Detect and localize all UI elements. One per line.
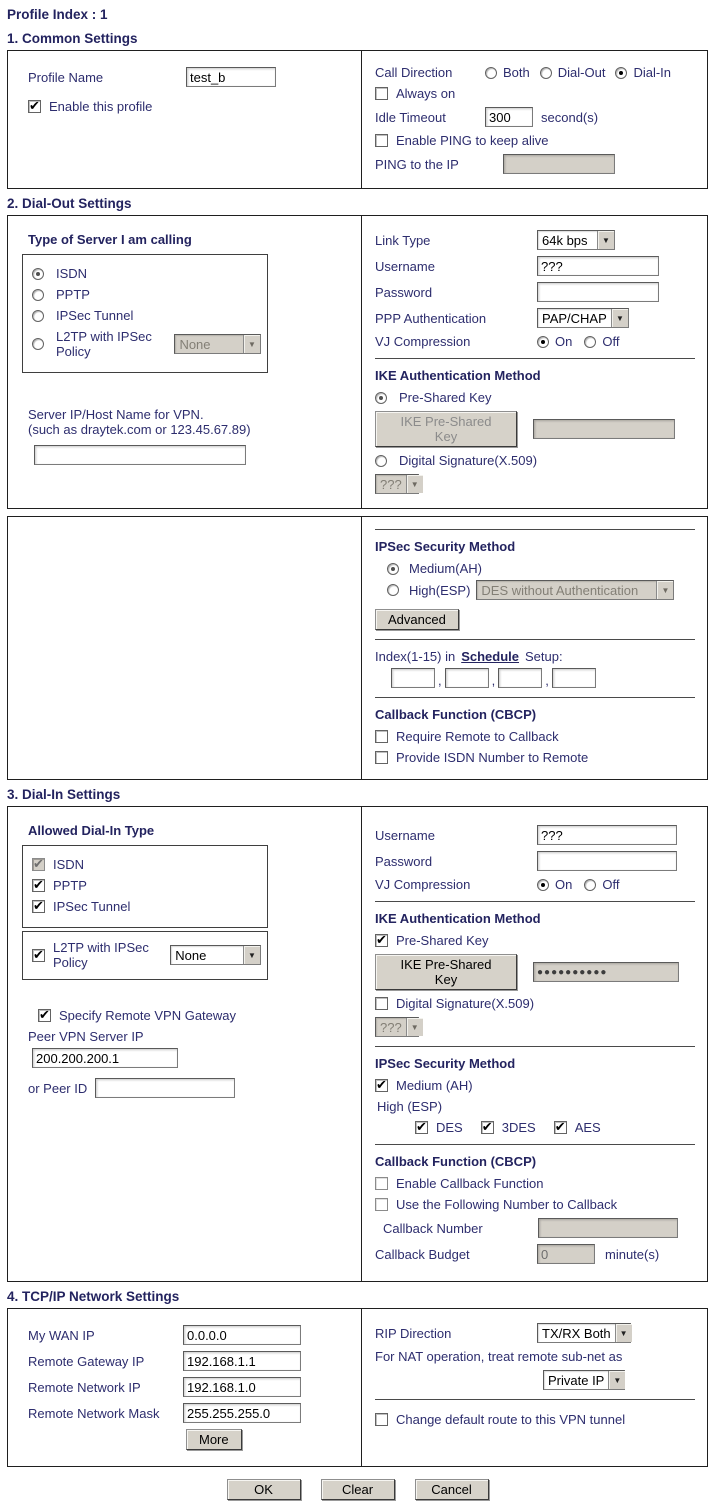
dialout-vj-label: VJ Compression: [375, 334, 471, 349]
cancel-button[interactable]: Cancel: [415, 1479, 489, 1500]
spacer: [0, 509, 715, 516]
remote-network-mask-input[interactable]: [183, 1403, 301, 1423]
ping-ip-input: [503, 154, 615, 174]
dial-out-box-bottom: [7, 516, 708, 780]
nat-subnet-select[interactable]: Private IP ▼: [543, 1370, 625, 1390]
dialin-vj-on-radio[interactable]: [537, 879, 549, 891]
dial-out-right: [361, 216, 707, 508]
chevron-down-icon: [608, 1371, 625, 1389]
dialin-medium-checkbox[interactable]: [375, 1079, 388, 1092]
specify-gateway-label: Specify Remote VPN Gateway: [59, 1008, 237, 1023]
server-ip-input[interactable]: [34, 445, 246, 465]
nat-operation-label: For NAT operation, treat remote sub-net as: [375, 1349, 623, 1364]
schedule-index-4-input[interactable]: [552, 668, 596, 688]
dialout-pptp-radio[interactable]: [32, 289, 44, 301]
dialout-password-label: Password: [375, 284, 433, 300]
dialin-pptp-checkbox[interactable]: [32, 879, 45, 892]
dialin-username-input[interactable]: [537, 825, 677, 845]
call-direction-dialin-radio[interactable]: [615, 67, 627, 79]
chevron-down-icon: [656, 581, 673, 599]
dialin-ipsec-checkbox[interactable]: [32, 900, 45, 913]
schedule-link[interactable]: Schedule: [461, 649, 520, 664]
call-direction-dialin-label: Dial-In: [633, 65, 672, 80]
tcpip-settings-title: 4. TCP/IP Network Settings: [7, 1289, 180, 1304]
divider: [375, 1144, 695, 1145]
call-direction-both-label: Both: [503, 65, 530, 80]
dialout-high-label: High(ESP): [409, 582, 471, 598]
dialin-medium-label: Medium (AH): [396, 1078, 473, 1093]
aes-checkbox[interactable]: [554, 1121, 567, 1134]
enable-profile-label: Enable this profile: [49, 99, 153, 114]
callback-budget-input: [537, 1244, 595, 1264]
dial-out-right-2: [361, 517, 707, 779]
schedule-index-2-input[interactable]: [445, 668, 489, 688]
call-direction-label: Call Direction: [375, 65, 453, 80]
enable-ping-label: Enable PING to keep alive: [396, 133, 549, 148]
use-number-callback-label: Use the Following Number to Callback: [396, 1197, 618, 1212]
ppp-auth-select[interactable]: PAP/CHAP ▼: [537, 308, 629, 328]
dialin-cert-select: ??? ▼: [375, 1017, 419, 1037]
dialout-ipsec-label: IPSec Tunnel: [56, 308, 134, 323]
idle-timeout-unit: second(s): [541, 109, 599, 125]
advanced-button[interactable]: Advanced: [375, 609, 459, 630]
idle-timeout-label: Idle Timeout: [375, 109, 446, 125]
dialout-esp-select: DES without Authentication ▼: [476, 580, 674, 600]
common-settings-title: 1. Common Settings: [7, 31, 138, 46]
clear-button[interactable]: Clear: [321, 1479, 395, 1500]
dialout-digsig-label: Digital Signature(X.509): [399, 453, 538, 468]
rip-direction-select[interactable]: TX/RX Both ▼: [537, 1323, 631, 1343]
dialout-cert-select: ??? ▼: [375, 474, 419, 494]
remote-network-ip-input[interactable]: [183, 1377, 301, 1397]
link-type-label: Link Type: [375, 232, 431, 248]
peer-ip-input[interactable]: [32, 1048, 178, 1068]
dialout-isdn-radio[interactable]: [32, 268, 44, 280]
enable-callback-checkbox: [375, 1177, 388, 1190]
dialin-l2tp-checkbox[interactable]: [32, 949, 45, 962]
server-type-heading: Type of Server I am calling: [28, 232, 192, 247]
require-callback-checkbox[interactable]: [375, 730, 388, 743]
divider: [375, 901, 695, 902]
callback-number-label: Callback Number: [383, 1220, 483, 1236]
change-default-route-label: Change default route to this VPN tunnel: [396, 1412, 626, 1427]
more-button[interactable]: More: [186, 1429, 242, 1450]
dialout-ike-key-input: [533, 419, 675, 439]
dialin-password-input[interactable]: [537, 851, 677, 871]
remote-network-mask-label: Remote Network Mask: [28, 1405, 160, 1421]
callback-budget-label: Callback Budget: [375, 1246, 470, 1262]
dialout-l2tp-policy-select: None ▼: [174, 334, 261, 354]
peer-ip-label: Peer VPN Server IP: [28, 1029, 144, 1044]
divider: [375, 1399, 695, 1400]
dialout-vj-on-radio[interactable]: [537, 336, 549, 348]
allowed-dialin-group: [22, 845, 268, 928]
dialin-pptp-label: PPTP: [53, 878, 87, 893]
3des-checkbox[interactable]: [481, 1121, 494, 1134]
remote-network-ip-label: Remote Network IP: [28, 1379, 141, 1395]
dialin-isdn-checkbox: [32, 858, 45, 871]
chevron-down-icon: [597, 231, 614, 249]
link-type-select[interactable]: 64k bps ▼: [537, 230, 615, 250]
dialin-l2tp-label: L2TP with IPSec Policy: [53, 940, 149, 970]
dial-in-right: [361, 807, 707, 1281]
server-ip-caption-2: (such as draytek.com or 123.45.67.89): [28, 422, 251, 437]
callback-number-input: [538, 1218, 678, 1238]
dialin-vj-off-label: Off: [602, 877, 620, 892]
dialin-vj-on-label: On: [555, 877, 573, 892]
dialout-ipsec-radio[interactable]: [32, 310, 44, 322]
dialout-l2tp-label: L2TP with IPSec Policy: [56, 329, 152, 359]
idle-timeout-input[interactable]: [485, 107, 533, 127]
dialin-ike-heading: IKE Authentication Method: [375, 911, 541, 926]
des-checkbox[interactable]: [415, 1121, 428, 1134]
dialin-psk-checkbox[interactable]: [375, 934, 388, 947]
provide-isdn-label: Provide ISDN Number to Remote: [396, 750, 589, 765]
dialin-callback-heading: Callback Function (CBCP): [375, 1154, 537, 1169]
my-wan-ip-label: My WAN IP: [28, 1327, 95, 1343]
l2tp-group: [22, 931, 268, 980]
peer-id-label: or Peer ID: [28, 1080, 88, 1096]
rip-direction-label: RIP Direction: [375, 1325, 452, 1341]
call-direction-both-radio[interactable]: [485, 67, 497, 79]
dialin-high-label: High (ESP): [377, 1099, 443, 1114]
dialout-username-input[interactable]: [537, 256, 659, 276]
profile-name-label: Profile Name: [28, 69, 104, 85]
schedule-index-1-input[interactable]: [391, 668, 435, 688]
use-number-callback-checkbox: [375, 1198, 388, 1211]
dialin-isdn-label: ISDN: [53, 857, 85, 872]
divider: [375, 358, 695, 359]
dialin-digsig-label: Digital Signature(X.509): [396, 996, 535, 1011]
dial-in-box: [7, 806, 708, 1282]
page-title: Profile Index : 1: [7, 7, 108, 22]
call-direction-dialout-radio[interactable]: [540, 67, 552, 79]
dialout-username-label: Username: [375, 258, 435, 274]
divider: [375, 1046, 695, 1047]
dial-out-left: [8, 216, 361, 508]
dialin-password-label: Password: [375, 853, 433, 869]
chevron-down-icon: [243, 335, 260, 353]
dial-in-settings-title: 3. Dial-In Settings: [7, 787, 121, 802]
dialout-ipsec-heading: IPSec Security Method: [375, 539, 516, 554]
dialin-username-label: Username: [375, 827, 435, 843]
dialin-psk-label: Pre-Shared Key: [396, 933, 489, 948]
ping-ip-label: PING to the IP: [375, 156, 459, 172]
tcpip-left: [8, 1309, 361, 1466]
server-ip-caption-1: Server IP/Host Name for VPN.: [28, 407, 204, 422]
require-callback-label: Require Remote to Callback: [396, 729, 559, 744]
dialout-psk-label: Pre-Shared Key: [399, 390, 492, 405]
call-direction-dialout-label: Dial-Out: [557, 65, 606, 80]
callback-budget-unit: minute(s): [605, 1246, 660, 1262]
dialout-vj-on-label: On: [555, 334, 573, 349]
action-buttons: [0, 1479, 715, 1500]
change-default-route-checkbox[interactable]: [375, 1413, 388, 1426]
dialout-ike-key-button: IKE Pre-Shared Key: [375, 411, 517, 447]
remote-gateway-ip-input[interactable]: [183, 1351, 301, 1371]
dialout-high-radio[interactable]: [387, 584, 399, 596]
server-type-group: [22, 254, 268, 373]
common-settings-box: [7, 50, 708, 189]
peer-id-input[interactable]: [95, 1078, 235, 1098]
chevron-down-icon: [615, 1324, 632, 1342]
provide-isdn-checkbox[interactable]: [375, 751, 388, 764]
dialout-l2tp-radio[interactable]: [32, 338, 44, 350]
dialin-ipsec-label: IPSec Tunnel: [53, 899, 131, 914]
dialout-digsig-radio[interactable]: [375, 455, 387, 467]
profile-name-input[interactable]: [186, 67, 276, 87]
dial-out-left-empty: [8, 517, 361, 779]
chevron-down-icon: [243, 946, 260, 964]
dialout-pptp-label: PPTP: [56, 287, 90, 302]
enable-ping-checkbox[interactable]: [375, 134, 388, 147]
dialin-vj-off-radio[interactable]: [584, 879, 596, 891]
tcpip-box: [7, 1308, 708, 1467]
dialin-ike-key-input: [533, 962, 679, 982]
always-on-checkbox[interactable]: [375, 87, 388, 100]
ppp-auth-label: PPP Authentication: [375, 310, 487, 326]
my-wan-ip-input[interactable]: [183, 1325, 301, 1345]
enable-profile-checkbox[interactable]: [28, 100, 41, 113]
aes-label: AES: [574, 1120, 601, 1135]
chevron-down-icon: [406, 1018, 423, 1036]
dialin-ipsec-heading: IPSec Security Method: [375, 1056, 516, 1071]
dialout-ike-heading: IKE Authentication Method: [375, 368, 541, 383]
divider: [375, 697, 695, 698]
chevron-down-icon: [406, 475, 423, 493]
dialout-vj-off-radio[interactable]: [584, 336, 596, 348]
comma: ,: [438, 673, 442, 688]
divider: [375, 639, 695, 640]
dial-out-settings-title: 2. Dial-Out Settings: [7, 196, 132, 211]
comma: ,: [545, 673, 549, 688]
schedule-suffix: Setup:: [525, 649, 563, 664]
dialin-ike-key-button[interactable]: IKE Pre-Shared Key: [375, 954, 517, 990]
dial-in-left: [8, 807, 361, 1281]
common-right: [361, 51, 707, 188]
dialin-l2tp-policy-select[interactable]: None ▼: [170, 945, 261, 965]
des-label: DES: [436, 1120, 463, 1135]
comma: ,: [491, 673, 496, 688]
always-on-label: Always on: [396, 86, 456, 101]
dialout-callback-heading: Callback Function (CBCP): [375, 707, 537, 722]
common-left: [8, 51, 361, 188]
dial-out-box-top: [7, 215, 708, 509]
dialout-medium-label: Medium(AH): [409, 561, 482, 576]
dialout-isdn-label: ISDN: [56, 266, 88, 281]
dialout-password-input[interactable]: [537, 282, 659, 302]
chevron-down-icon: [611, 309, 628, 327]
dialout-medium-radio[interactable]: [387, 563, 399, 575]
dialout-vj-off-label: Off: [602, 334, 620, 349]
tcpip-right: [361, 1309, 707, 1466]
dialout-psk-radio[interactable]: [375, 392, 387, 404]
enable-callback-label: Enable Callback Function: [396, 1176, 544, 1191]
allowed-dialin-heading: Allowed Dial-In Type: [28, 823, 155, 838]
divider: [375, 529, 695, 530]
schedule-prefix: Index(1-15) in: [375, 649, 456, 664]
ok-button[interactable]: OK: [227, 1479, 301, 1500]
dialin-digsig-checkbox[interactable]: [375, 997, 388, 1010]
remote-gateway-ip-label: Remote Gateway IP: [28, 1353, 145, 1369]
3des-label: 3DES: [501, 1120, 536, 1135]
specify-gateway-checkbox[interactable]: [38, 1009, 51, 1022]
dialin-vj-label: VJ Compression: [375, 877, 471, 892]
schedule-index-3-input[interactable]: [498, 668, 542, 688]
